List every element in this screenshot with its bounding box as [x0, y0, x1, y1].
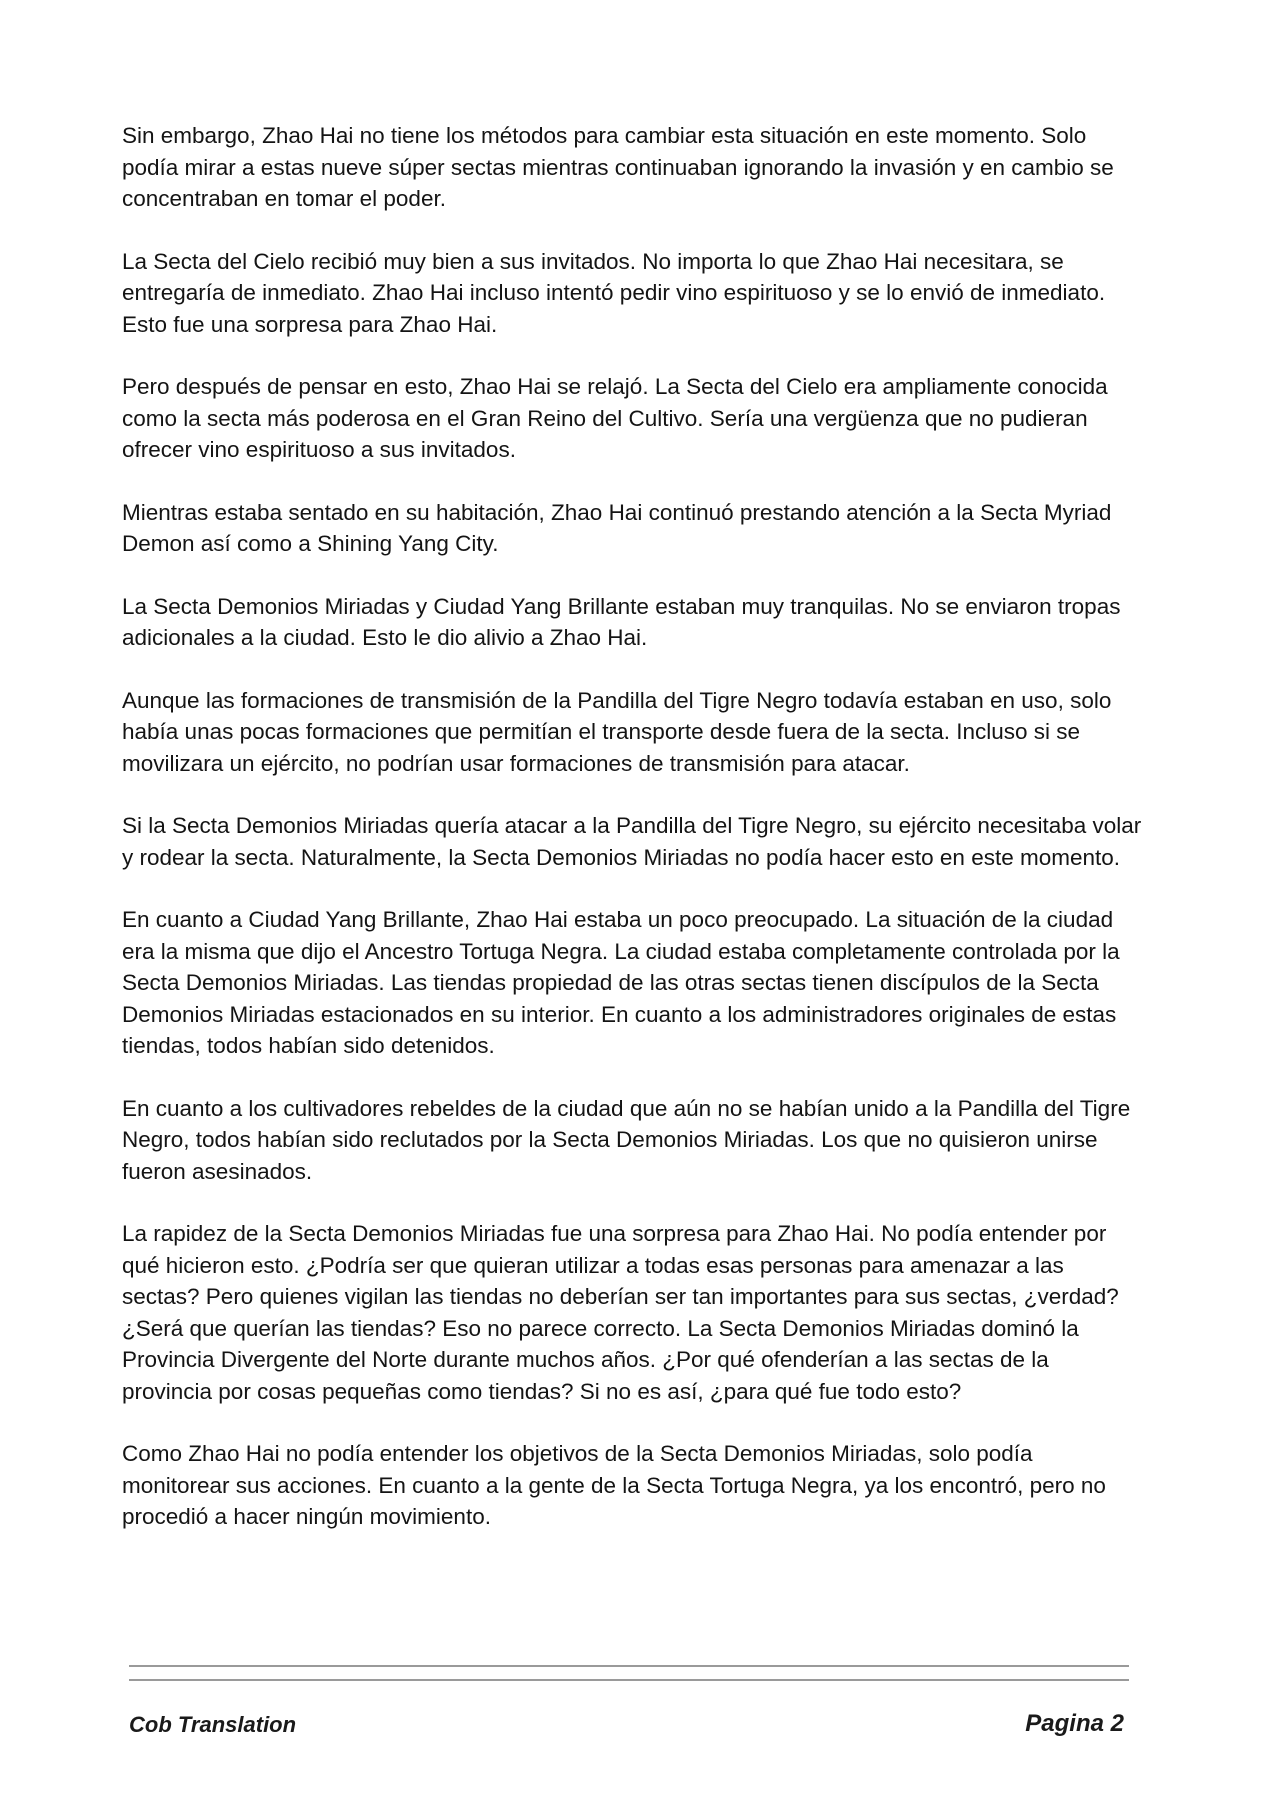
footer-page-number: Pagina 2 — [1025, 1710, 1124, 1737]
paragraph: Sin embargo, Zhao Hai no tiene los métodos para cambiar esta situación en este momento. Solo podía mirar a estas nueve súper sectas mientras continuaban ignorando la invasión y en cambio se concentraban en tomar el poder. — [122, 123, 1114, 211]
paragraph: Mientras estaba sentado en su habitación, Zhao Hai continuó prestando atención a la Secta Myriad Demon así como a Shining Yang City. — [122, 499, 1112, 556]
paragraph: La Secta Demonios Miriadas y Ciudad Yang Brillante estaban muy tranquilas. No se enviaron tropas adicionales a la ciudad. Esto le dio alivio a Zhao Hai. — [122, 593, 1121, 650]
paragraph: Pero después de pensar en esto, Zhao Hai se relajó. La Secta del Cielo era ampliamente conocida como la secta más poderosa en el Gran Reino del Cultivo. Sería una vergüenza que no pudieran ofrecer vino espirituoso a sus invitados. — [122, 374, 1108, 462]
paragraph: La Secta del Cielo recibió muy bien a sus invitados. No importa lo que Zhao Hai necesitara, se entregaría de inmediato. Zhao Hai incluso intentó pedir vino espirituoso y se lo envió de inmediato. Esto fue una sorpresa para Zhao Hai. — [122, 248, 1106, 337]
footer-rule-bottom — [129, 1679, 1129, 1681]
footer-rule-top — [129, 1665, 1129, 1667]
paragraph: En cuanto a Ciudad Yang Brillante, Zhao Hai estaba un poco preocupado. La situación de la ciudad era la misma que dijo el Ancestro Tortuga Negra. La ciudad estaba completamente controlada por la Secta Demonios Miriadas. Las tiendas propiedad de las otras sectas tienen discípulos de la Secta Demonios Miriadas estacionados en su interior. En cuanto a los administradores originales de estas tiendas, todos habían sido detenidos. — [122, 907, 1120, 1058]
footer-divider — [129, 1665, 1129, 1681]
page-body — [122, 120, 1142, 1564]
paragraph: En cuanto a los cultivadores rebeldes de la ciudad que aún no se habían unido a la Pandilla del Tigre Negro, todos habían sido reclutados por la Secta Demonios Miriadas. Los que no quisieron unirse fueron asesinados. — [122, 1095, 1131, 1184]
paragraph: Como Zhao Hai no podía entender los objetivos de la Secta Demonios Miriadas, solo podía monitorear sus acciones. En cuanto a la gente de la Secta Tortuga Negra, ya los encontró, pero no procedió a hacer ningún movimiento. — [122, 1441, 1106, 1529]
paragraph: Aunque las formaciones de transmisión de la Pandilla del Tigre Negro todavía estaban en uso, solo había unas pocas formaciones que permitían el transporte desde fuera de la secta. Incluso si se movilizara un ejército, no podrían usar formaciones de transmisión para atacar. — [122, 687, 1112, 776]
paragraph: La rapidez de la Secta Demonios Miriadas fue una sorpresa para Zhao Hai. No podía entender por qué hicieron esto. ¿Podría ser que quieran utilizar a todas esas personas para amenazar a las sectas? Pero quienes vigilan las tiendas no deberían ser tan importantes para sus sectas, ¿verdad? ¿Será que querían las tiendas? Eso no parece correcto. La Secta Demonios Miriadas dominó la Provincia Divergente del Norte durante muchos años. ¿Por qué ofenderían a las sectas de la provincia por cosas pequeñas como tiendas? Si no es así, ¿para qué fue todo esto? — [122, 1221, 1119, 1404]
paragraph: Si la Secta Demonios Miriadas quería atacar a la Pandilla del Tigre Negro, su ejército necesitaba volar y rodear la secta. Naturalmente, la Secta Demonios Miriadas no podía hacer esto en este momento. — [122, 813, 1142, 870]
footer-translator-credit: Cob Translation — [129, 1712, 297, 1737]
